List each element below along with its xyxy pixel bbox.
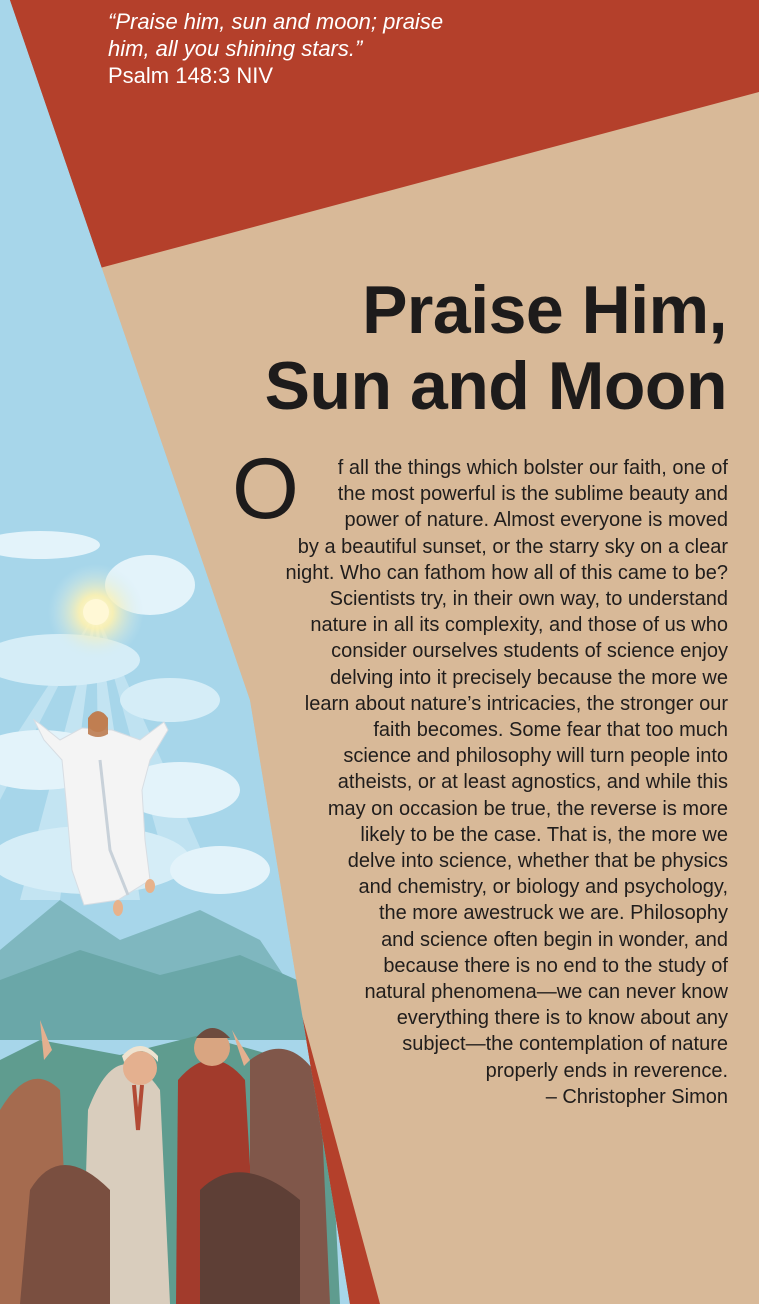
- article-line: power of nature. Almost everyone is moved: [344, 509, 728, 532]
- article-signature: – Christopher Simon: [545, 1085, 728, 1108]
- article-line: the most powerful is the sublime beauty and: [337, 483, 728, 506]
- article-line: by a beautiful sunset, or the starry sky on a clear: [297, 535, 728, 558]
- article-line: science and philosophy will turn people into: [343, 745, 728, 768]
- article-line: delve into science, whether that be physics: [347, 850, 728, 872]
- verse-quote-line-2: him, all you shining stars.”: [108, 36, 363, 61]
- article-line: may on occasion be true, the reverse is more: [327, 797, 728, 820]
- verse-quote-line-1: “Praise him, sun and moon; praise: [108, 9, 444, 34]
- article-line: and chemistry, or biology and psychology,: [358, 876, 728, 899]
- article-line: atheists, or at least agnostics, and while this: [337, 771, 728, 794]
- article-line: nature in all its complexity, and those of us who: [310, 614, 728, 637]
- article-line: f all the things which bolster our faith, one of: [337, 457, 728, 479]
- article-line: faith becomes. Some fear that too much: [373, 719, 728, 741]
- article-line: learn about nature’s intricacies, the stronger our: [304, 692, 728, 715]
- title-line-2: Sun and Moon: [264, 348, 727, 424]
- article-line: the more awestruck we are. Philosophy: [378, 902, 728, 925]
- article-line: likely to be the case. That is, the more we: [360, 823, 728, 846]
- article-line: properly ends in reverence.: [485, 1059, 728, 1082]
- article-line: night. Who can fathom how all of this came to be?: [285, 561, 728, 584]
- article-line: and science often begin in wonder, and: [381, 928, 728, 951]
- article-line: everything there is to know about any: [396, 1007, 728, 1030]
- verse-reference: Psalm 148:3 NIV: [108, 63, 274, 88]
- article-line: delving into it precisely because the more we: [330, 666, 728, 689]
- article-line: natural phenomena—we can never know: [364, 981, 728, 1003]
- title-line-1: Praise Him,: [362, 272, 727, 348]
- article-line: because there is no end to the study of: [383, 954, 728, 977]
- drop-cap: O: [232, 441, 299, 537]
- article-line: subject—the contemplation of nature: [402, 1033, 728, 1056]
- article-line: consider ourselves students of science enjoy: [331, 640, 728, 663]
- article-line: Scientists try, in their own way, to understand: [329, 588, 728, 610]
